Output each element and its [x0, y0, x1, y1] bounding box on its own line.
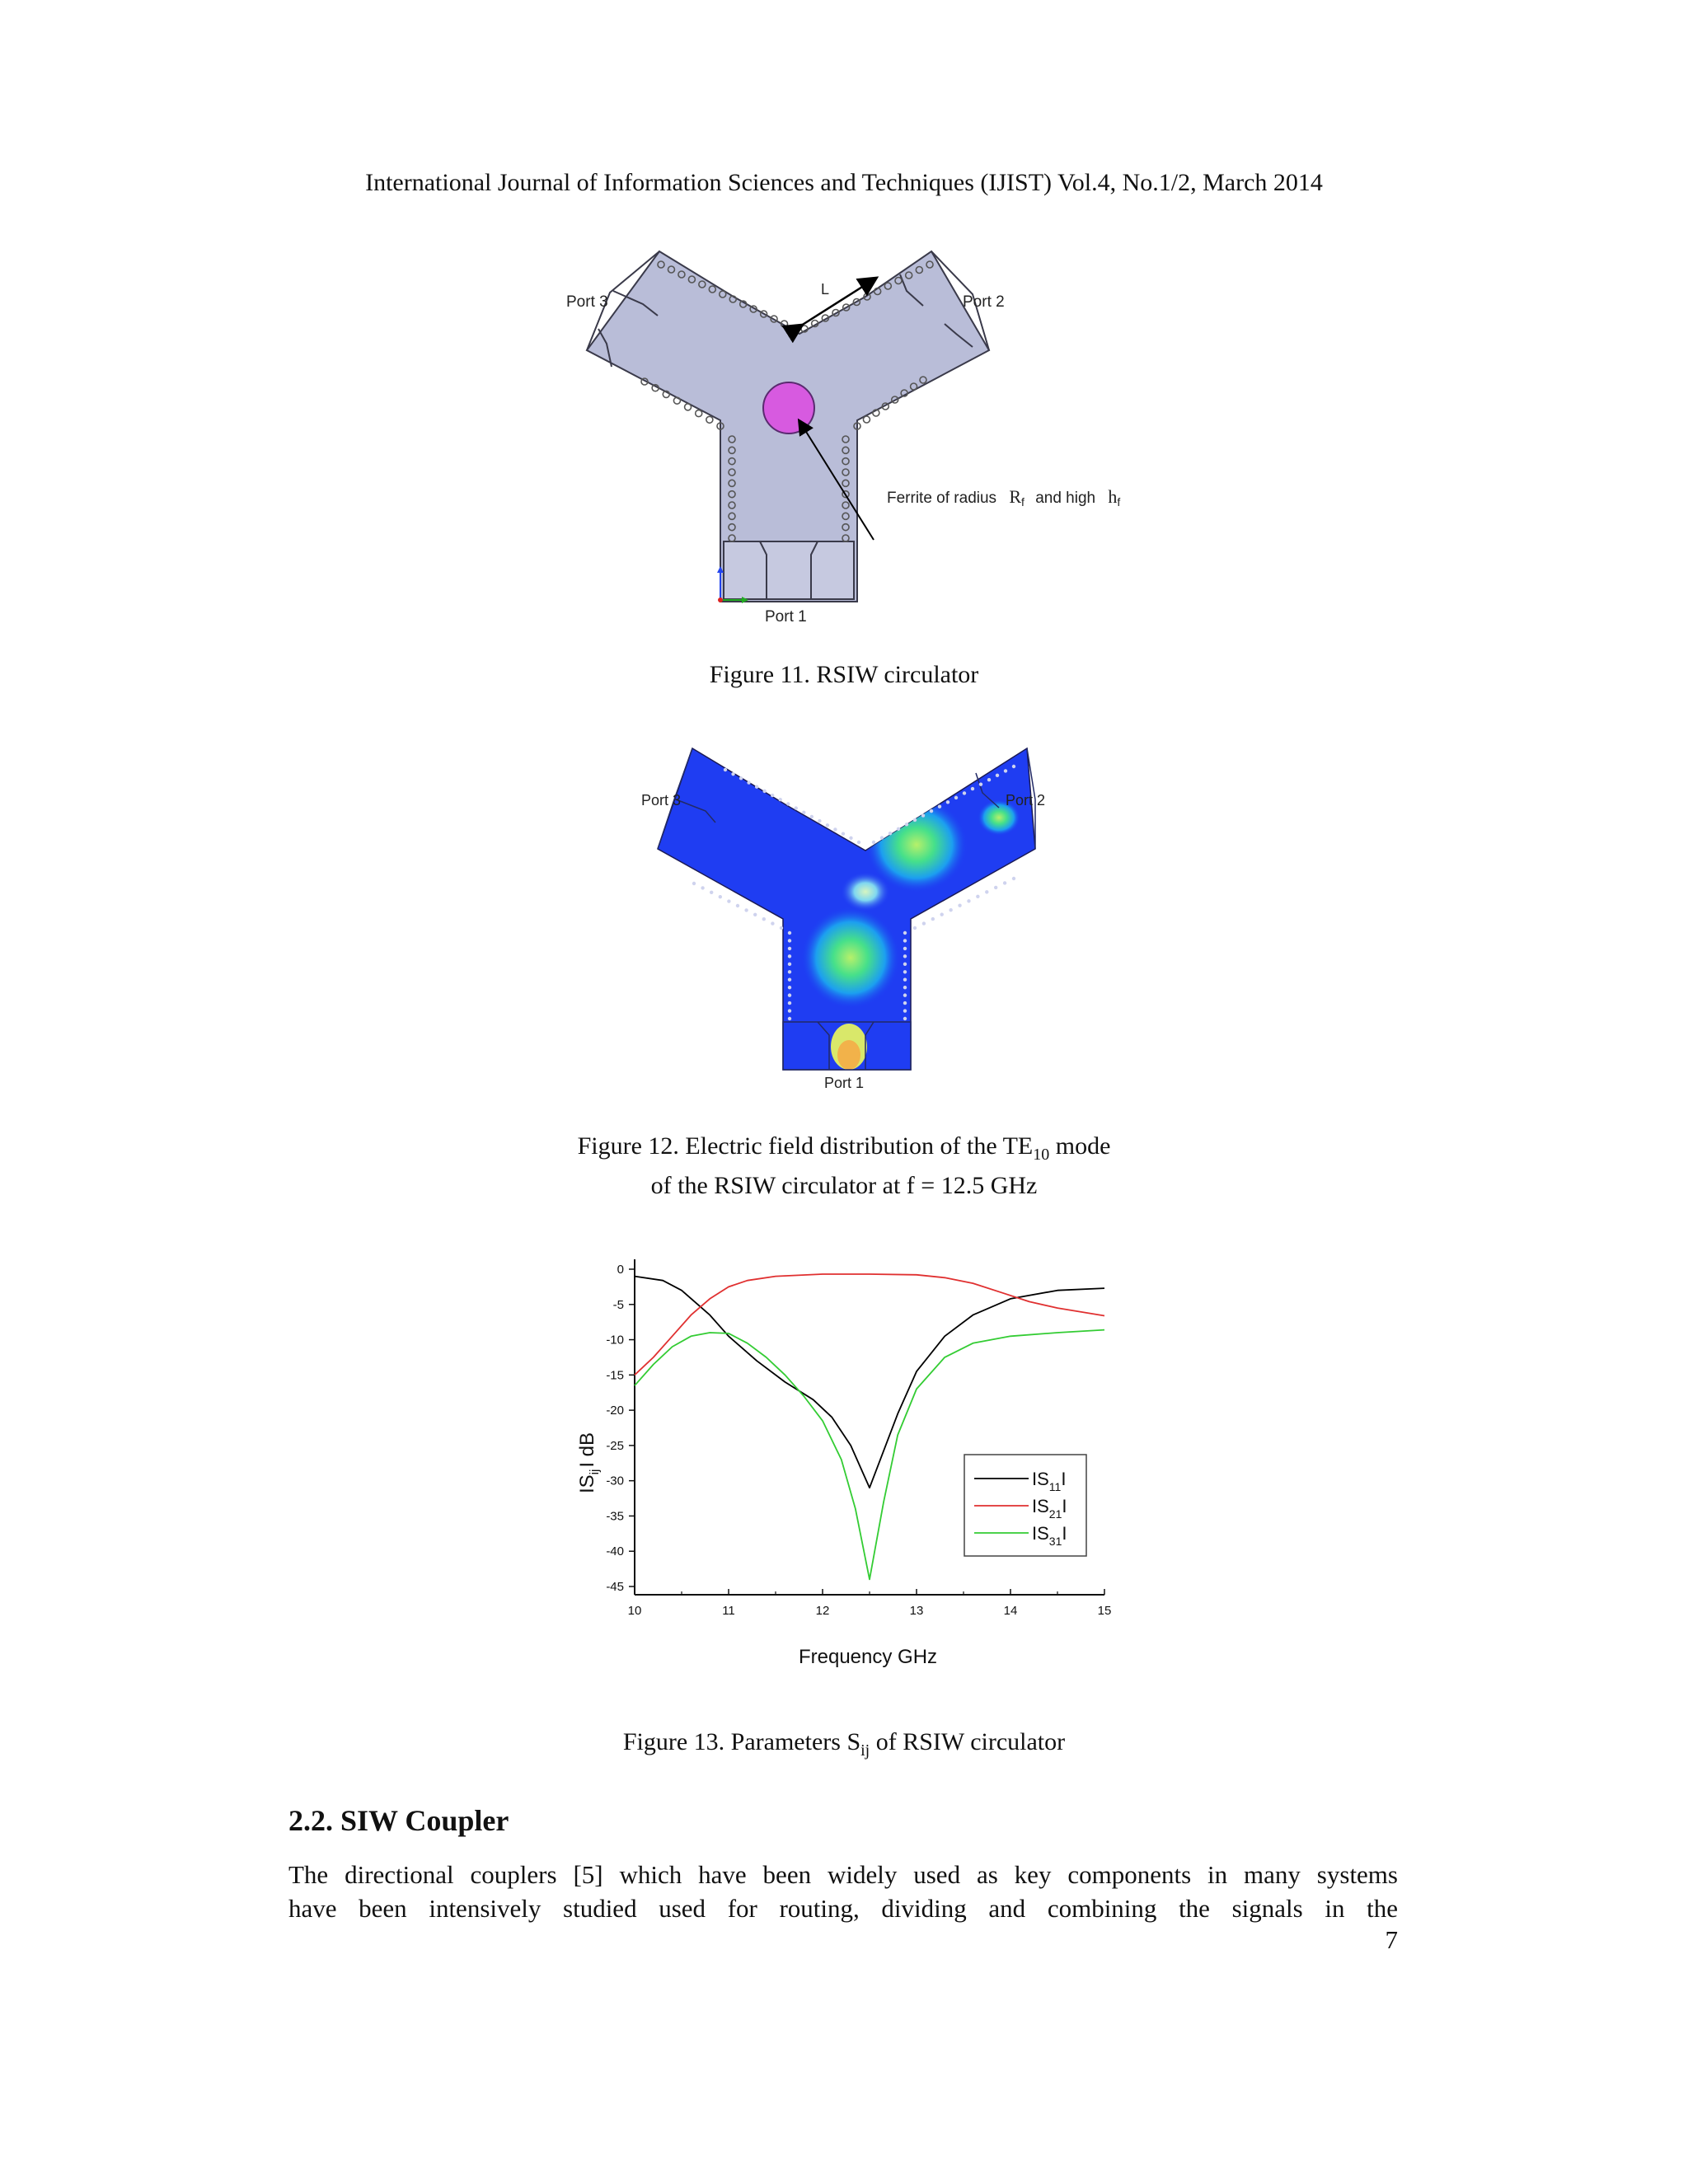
via-hole — [963, 791, 966, 794]
via-hole — [1012, 765, 1015, 768]
via-hole — [692, 882, 696, 885]
via-hole — [921, 813, 925, 817]
via-hole — [810, 815, 814, 818]
via-hole — [903, 993, 907, 996]
via-hole — [857, 841, 860, 844]
via-hole — [710, 891, 713, 894]
via-hole — [788, 963, 791, 966]
figure-12-caption: Figure 12. Electric field distribution of the $TE_{10}$ mode of the RSIW circulator at f = 12.5 GHz — [577, 1132, 1111, 1199]
series-line-s21 — [635, 1274, 1104, 1375]
x-tick-label: 11 — [722, 1604, 735, 1618]
via-hole — [996, 774, 999, 777]
via-hole — [818, 819, 821, 823]
via-hole — [786, 802, 790, 805]
via-hole — [938, 805, 941, 808]
via-hole — [880, 836, 884, 839]
y-tick-label: -10 — [606, 1333, 624, 1347]
via-hole — [931, 917, 935, 921]
y-axis-label — [576, 1432, 602, 1493]
via-hole — [985, 890, 988, 893]
svg-text:ISijI dB: $IS_{ij}I$ dB — [576, 1432, 602, 1494]
via-hole — [940, 912, 944, 916]
via-hole — [1004, 769, 1007, 772]
via-hole — [762, 917, 766, 921]
via-hole — [788, 1001, 791, 1005]
y-tick-label: -45 — [606, 1580, 624, 1594]
via-hole — [903, 986, 907, 989]
via-hole — [833, 827, 837, 831]
ferrite-description: Ferrite of radius $R_f$ and high $h_f$ — [887, 486, 1121, 509]
via-hole — [903, 947, 907, 950]
via-hole — [685, 404, 692, 410]
running-header: International Journal of Information Sciences and Techniques (IJIST) Vol.4, No.1/2, March 2014 — [365, 169, 1323, 196]
via-hole — [958, 904, 961, 907]
via-hole — [903, 978, 907, 982]
via-hole — [727, 899, 730, 902]
y-tick-label: -35 — [606, 1509, 624, 1524]
via-hole — [903, 954, 907, 958]
via-hole — [788, 954, 791, 958]
via-hole — [872, 841, 875, 844]
x-axis-label: Frequency GHz — [798, 1646, 938, 1668]
via-hole — [771, 921, 774, 925]
via-hole — [788, 1009, 791, 1012]
chart-ticks — [606, 1263, 1111, 1618]
via-hole — [842, 832, 845, 835]
via-hole — [967, 899, 970, 902]
ferrite-disk — [763, 382, 814, 434]
x-tick-label: 10 — [627, 1604, 642, 1618]
x-tick-label: 13 — [909, 1604, 924, 1618]
paragraph-line: have been intensively studied used for routing, dividing and combining the signals in the — [288, 1894, 1398, 1923]
paragraph-line: The directional couplers [5] which have been widely used as key components in many systems — [288, 1860, 1398, 1889]
y-tick-label: -5 — [612, 1297, 624, 1312]
length-label: L — [821, 281, 830, 298]
via-hole — [913, 818, 917, 822]
via-hole — [954, 796, 958, 799]
via-hole — [755, 785, 758, 789]
via-hole — [747, 780, 750, 784]
via-hole — [701, 886, 704, 889]
y-tick-label: -40 — [606, 1544, 624, 1559]
figure-11-caption: Figure 11. RSIW circulator — [709, 661, 979, 688]
figure-12-field-plot — [626, 742, 1055, 1104]
via-hole — [971, 787, 974, 790]
fig11-port2-label: Port 2 — [963, 293, 1005, 311]
via-hole — [788, 931, 791, 935]
fig11-port3-label: Port 3 — [566, 293, 608, 311]
via-hole — [903, 931, 907, 935]
figure-13-chart — [560, 1244, 1154, 1681]
via-hole — [903, 1009, 907, 1012]
via-hole — [719, 895, 722, 898]
chart-legend — [964, 1455, 1086, 1556]
figure-13-caption: Figure 13. Parameters $S_{ij}$ of RSIW circulator — [622, 1728, 1066, 1760]
via-hole — [771, 794, 774, 797]
section-heading: 2.2. SIW Coupler — [288, 1804, 509, 1837]
via-hole — [903, 939, 907, 942]
x-tick-label: 14 — [1003, 1604, 1018, 1618]
fig12-port2-label: Port 2 — [1006, 792, 1046, 808]
y-tick-label: 0 — [617, 1263, 624, 1277]
via-hole — [1003, 881, 1006, 884]
via-hole — [795, 806, 798, 809]
x-tick-label: 15 — [1097, 1604, 1112, 1618]
via-hole — [863, 416, 870, 423]
via-hole — [987, 778, 991, 781]
fig12-port3-label: Port 3 — [641, 792, 682, 808]
via-hole — [889, 832, 892, 835]
via-hole — [706, 416, 713, 423]
via-hole — [753, 913, 757, 916]
body-paragraph — [288, 1858, 1398, 1925]
via-hole — [976, 895, 979, 898]
via-hole — [903, 970, 907, 973]
figure-11-diagram — [560, 243, 1170, 639]
via-hole — [826, 823, 829, 827]
fig12-port1-label: Port 1 — [824, 1075, 865, 1091]
y-tick-label: -15 — [606, 1368, 624, 1383]
via-hole — [802, 811, 805, 814]
via-hole — [788, 986, 791, 989]
via-hole — [1012, 877, 1015, 880]
legend-label: $IS_{21}I$ — [1032, 1496, 1067, 1521]
y-tick-label: -20 — [606, 1404, 624, 1418]
via-hole — [788, 939, 791, 942]
via-hole — [696, 410, 702, 417]
via-hole — [913, 926, 917, 930]
via-hole — [739, 776, 743, 780]
via-hole — [905, 823, 908, 826]
via-hole — [994, 886, 997, 889]
via-hole — [744, 908, 748, 912]
via-hole — [903, 1017, 907, 1020]
via-hole — [903, 963, 907, 966]
via-hole — [946, 800, 950, 804]
via-hole — [903, 1001, 907, 1005]
via-hole — [731, 772, 734, 776]
via-hole — [788, 978, 791, 982]
x-tick-label: 12 — [815, 1604, 830, 1618]
y-tick-label: -25 — [606, 1438, 624, 1453]
legend-label: $IS_{31}I$ — [1032, 1523, 1067, 1548]
via-hole — [979, 782, 982, 785]
via-hole — [949, 908, 952, 912]
via-hole — [788, 1017, 791, 1020]
fig11-port1-label: Port 1 — [765, 608, 807, 626]
y-tick-label: -30 — [606, 1474, 624, 1488]
via-hole — [788, 993, 791, 996]
via-hole — [897, 827, 900, 831]
via-hole — [762, 790, 766, 793]
via-hole — [779, 798, 782, 801]
via-hole — [930, 809, 933, 813]
via-hole — [736, 904, 739, 907]
via-hole — [922, 921, 926, 925]
via-hole — [788, 970, 791, 973]
legend-label: $IS_{11}I$ — [1032, 1469, 1067, 1493]
via-hole — [788, 947, 791, 950]
via-hole — [724, 768, 727, 771]
page-number: 7 — [1385, 1925, 1398, 1954]
via-hole — [849, 837, 852, 840]
via-hole — [780, 926, 783, 930]
